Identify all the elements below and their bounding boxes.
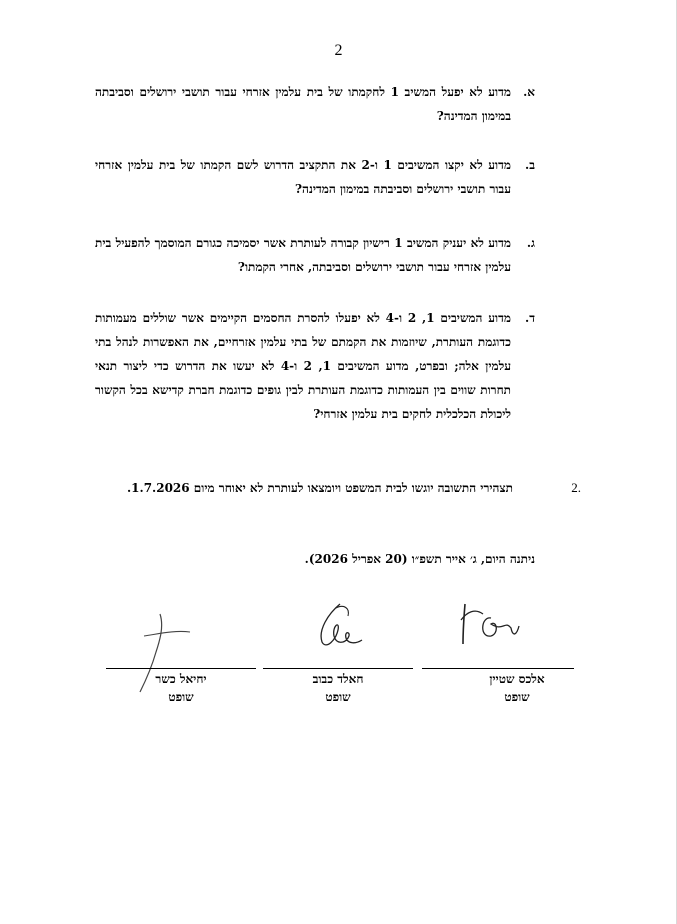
judge-title-kabub: שופט <box>325 690 351 704</box>
signature-stein <box>455 598 525 650</box>
judge-name-kabub: חאלד כבוב <box>312 672 364 686</box>
signature-line-kasher <box>106 668 256 669</box>
question-text: מדוע המשיבים 1, 2 ו-4 לא יפעלו להסרת החסמים הקיימים אשר שוללים מעמותות כדוגמת העותרת, שיוזמות את הקמתם של בתי עלמין אזרחיים, את האפשרות לנהל בתי עלמין אלה; ובפרט, מדוע המשיבים 1, 2 ו-4 לא יעשו את הדרוש כדי ליצור תנאי תחרות שווים בין העמותות כדוגמת העותרת לבין גופים כדוגמת חברת קדישא בכל הקשור ליכולת הכלכלית לחקים בית עלמין אזרחי? <box>95 311 511 421</box>
paragraph-2 <box>95 476 581 500</box>
judge-name-kasher: יחיאל כשר <box>155 672 207 686</box>
given-date-line: ניתנה היום, ג׳ אייר תשפ״ו (20 אפריל 2026). <box>304 552 535 566</box>
judge-title-stein: שופט <box>504 690 530 704</box>
page-number: 2 <box>334 42 343 59</box>
question-text: מדוע לא יקצו המשיבים 1 ו-2 את התקציב הדרוש לשם הקמתו של בית עלמין אזרחי עבור תושבי ירושלים וסביבתה במימון המדינה? <box>95 158 512 196</box>
question-item-d <box>95 306 535 426</box>
question-item-c <box>95 231 535 279</box>
question-item-b <box>95 153 535 201</box>
question-marker: ד. <box>525 311 535 325</box>
question-text: מדוע לא יפעל המשיב 1 לחקמתו של בית עלמין אזרחי עבור תושבי ירושלים וסביבתה במימון המדינה? <box>95 85 511 123</box>
signature-line-stein <box>422 668 574 669</box>
question-text: מדוע לא יעניק המשיב 1 רישיון קבורה לעותרת אשר יסמיכה כגורם המוסמך להפעיל בית עלמין אזרחי עבור תושבי ירושלים וסביבתה, אחרי הקמתו? <box>95 236 511 274</box>
paragraph-text: תצהירי התשובה יוגשו לבית המשפט ויומצאו לעותרת לא יאוחר מיום 1.7.2026. <box>126 481 513 495</box>
question-marker: ב. <box>525 158 535 172</box>
judge-name-stein: אלכס שטיין <box>489 672 545 686</box>
question-marker: ג. <box>526 236 535 250</box>
judge-title-kasher: שופט <box>168 690 194 704</box>
paragraph-number: .2 <box>571 480 581 495</box>
question-marker: א. <box>523 85 535 99</box>
signature-line-kabub <box>263 668 413 669</box>
question-item-a <box>95 80 535 128</box>
signature-kabub <box>310 600 370 652</box>
